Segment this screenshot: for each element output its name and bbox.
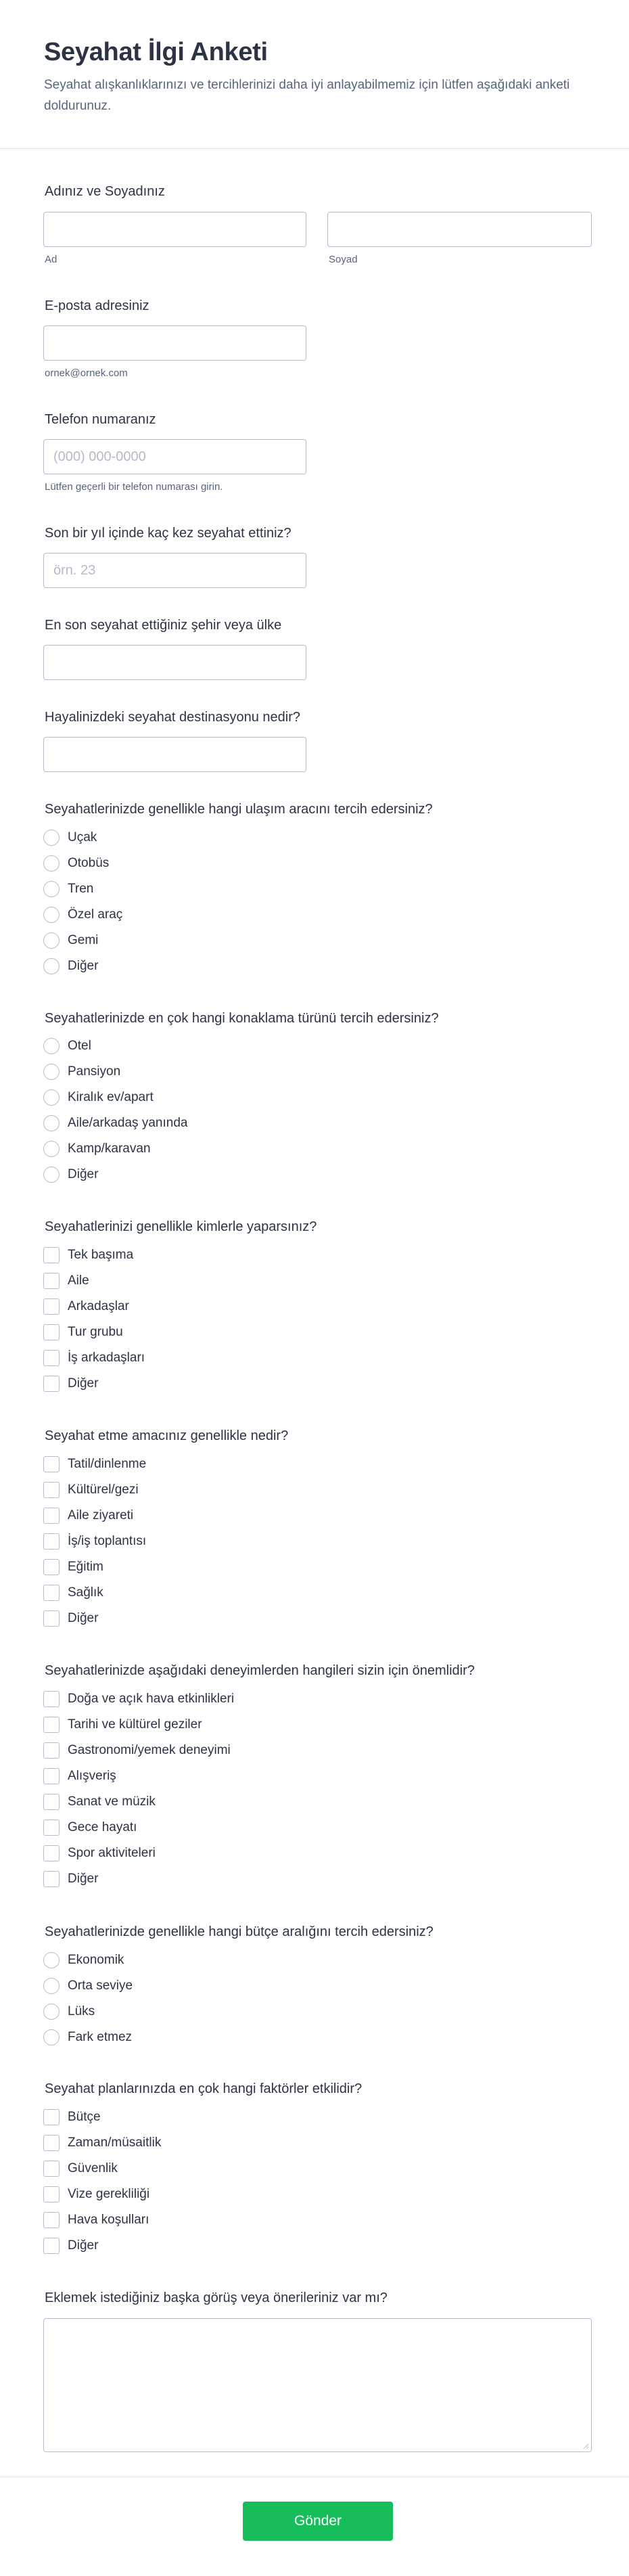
last-name-input[interactable] xyxy=(327,212,592,247)
companions-option[interactable] xyxy=(43,1374,145,1394)
lodging-options xyxy=(43,1036,187,1185)
budget-option[interactable] xyxy=(43,1976,133,1996)
radio-button[interactable] xyxy=(43,1064,60,1080)
trips-count-input[interactable]: örn. 23 xyxy=(43,553,306,588)
comments-label: Eklemek istediğiniz başka görüş veya önerileriniz var mı? xyxy=(45,2290,388,2305)
checkbox[interactable] xyxy=(43,1768,60,1784)
radio-button[interactable] xyxy=(43,958,60,974)
checkbox[interactable] xyxy=(43,1298,60,1315)
phone-label: Telefon numaranız xyxy=(45,412,156,427)
purpose-options xyxy=(43,1454,146,1629)
factors-option[interactable] xyxy=(43,2133,161,2153)
companions-option[interactable] xyxy=(43,1348,145,1368)
name-label: Adınız ve Soyadınız xyxy=(45,184,165,199)
checkbox[interactable] xyxy=(43,1273,60,1289)
option-label: Diğer xyxy=(68,1872,99,1886)
transport-option[interactable] xyxy=(43,930,122,951)
experiences-option[interactable] xyxy=(43,1689,234,1709)
comments-textarea[interactable] xyxy=(43,2318,592,2452)
first-name-input[interactable] xyxy=(43,212,306,247)
radio-button[interactable] xyxy=(43,1115,60,1131)
companions-option[interactable] xyxy=(43,1322,145,1342)
purpose-option[interactable] xyxy=(43,1454,146,1474)
dream-destination-input[interactable] xyxy=(43,737,306,772)
checkbox[interactable] xyxy=(43,1742,60,1759)
option-label: Aile/arkadaş yanında xyxy=(68,1116,188,1130)
radio-button[interactable] xyxy=(43,2029,60,2046)
option-label: Diğer xyxy=(68,959,99,973)
radio-button[interactable] xyxy=(43,855,60,872)
option-label: Tarihi ve kültürel geziler xyxy=(68,1717,202,1732)
factors-option[interactable] xyxy=(43,2107,161,2127)
option-label: Diğer xyxy=(68,2238,99,2253)
option-label: İş/iş toplantısı xyxy=(68,1534,147,1548)
experiences-option[interactable] xyxy=(43,1740,234,1761)
option-label: Kiralık ev/apart xyxy=(68,1090,154,1104)
budget-option[interactable] xyxy=(43,1950,133,1970)
checkbox[interactable] xyxy=(43,1533,60,1550)
option-label: Orta seviye xyxy=(68,1979,133,1993)
checkbox[interactable] xyxy=(43,1376,60,1392)
experiences-label: Seyahatlerinizde aşağıdaki deneyimlerden hangileri sizin için önemlidir? xyxy=(45,1663,475,1678)
budget-option[interactable] xyxy=(43,2002,133,2022)
lodging-option[interactable] xyxy=(43,1165,187,1185)
radio-button[interactable] xyxy=(43,830,60,846)
factors-options xyxy=(43,2107,161,2256)
option-label: Zaman/müsaitlik xyxy=(68,2136,162,2150)
experiences-option[interactable] xyxy=(43,1817,234,1838)
option-label: Gastronomi/yemek deneyimi xyxy=(68,1743,231,1757)
checkbox[interactable] xyxy=(43,1845,60,1861)
lodging-option[interactable] xyxy=(43,1113,187,1133)
companions-options xyxy=(43,1245,145,1394)
radio-button[interactable] xyxy=(43,1089,60,1106)
factors-option[interactable] xyxy=(43,2184,161,2205)
option-label: Diğer xyxy=(68,1376,99,1391)
experiences-option[interactable] xyxy=(43,1843,234,1863)
phone-input[interactable]: (000) 000-0000 xyxy=(43,439,306,474)
option-label: Tek başıma xyxy=(68,1248,134,1262)
radio-button[interactable] xyxy=(43,1167,60,1183)
option-label: Pansiyon xyxy=(68,1064,121,1079)
checkbox[interactable] xyxy=(43,1508,60,1524)
option-label: Gece hayatı xyxy=(68,1820,137,1834)
option-label: Diğer xyxy=(68,1611,99,1625)
budget-option[interactable] xyxy=(43,2027,133,2048)
option-label: Hava koşulları xyxy=(68,2213,149,2227)
checkbox[interactable] xyxy=(43,1717,60,1733)
checkbox[interactable] xyxy=(43,1871,60,1887)
dream-destination-label: Hayalinizdeki seyahat destinasyonu nedir? xyxy=(45,710,301,725)
purpose-label: Seyahat etme amacınız genellikle nedir? xyxy=(45,1428,289,1443)
companions-option[interactable] xyxy=(43,1271,145,1291)
transport-option[interactable] xyxy=(43,879,122,899)
radio-button[interactable] xyxy=(43,907,60,923)
lodging-option[interactable] xyxy=(43,1087,187,1108)
transport-option[interactable] xyxy=(43,828,122,848)
factors-option[interactable] xyxy=(43,2236,161,2256)
factors-option[interactable] xyxy=(43,2210,161,2230)
checkbox[interactable] xyxy=(43,1585,60,1601)
option-label: Vize gerekliliği xyxy=(68,2187,150,2201)
checkbox[interactable] xyxy=(43,2238,60,2254)
checkbox[interactable] xyxy=(43,1482,60,1498)
option-label: Lüks xyxy=(68,2004,95,2018)
transport-option[interactable] xyxy=(43,956,122,976)
purpose-option[interactable] xyxy=(43,1608,146,1629)
email-label: E-posta adresiniz xyxy=(45,298,149,313)
option-label: Doğa ve açık hava etkinlikleri xyxy=(68,1692,235,1706)
option-label: Gemi xyxy=(68,933,99,947)
companions-label: Seyahatlerinizi genellikle kimlerle yaparsınız? xyxy=(45,1219,317,1234)
form-header xyxy=(0,0,629,149)
option-label: Tren xyxy=(68,882,94,896)
option-label: Kültürel/gezi xyxy=(68,1483,139,1497)
option-label: Diğer xyxy=(68,1167,99,1181)
form-subtitle: Seyahat alışkanlıklarınızı ve tercihlerinizi daha iyi anlayabilmemiz için lütfen aşağıdaki anketi doldurunuz. xyxy=(44,78,570,113)
companions-option[interactable] xyxy=(43,1245,145,1265)
purpose-option[interactable] xyxy=(43,1531,146,1552)
factors-label: Seyahat planlarınızda en çok hangi faktörler etkilidir? xyxy=(45,2081,363,2096)
radio-button[interactable] xyxy=(43,2004,60,2020)
experiences-option[interactable] xyxy=(43,1715,234,1735)
option-label: Spor aktiviteleri xyxy=(68,1846,156,1860)
option-label: Sağlık xyxy=(68,1585,103,1600)
option-label: Sanat ve müzik xyxy=(68,1794,156,1809)
budget-label: Seyahatlerinizde genellikle hangi bütçe aralığını tercih edersiniz? xyxy=(45,1924,434,1939)
option-label: Otobüs xyxy=(68,856,110,870)
purpose-option[interactable] xyxy=(43,1506,146,1526)
factors-option[interactable] xyxy=(43,2159,161,2179)
first-name-sublabel: Ad xyxy=(45,254,57,265)
purpose-option[interactable] xyxy=(43,1480,146,1500)
last-name-sublabel: Soyad xyxy=(329,254,358,265)
checkbox[interactable] xyxy=(43,1324,60,1340)
purpose-option[interactable] xyxy=(43,1583,146,1603)
checkbox[interactable] xyxy=(43,2161,60,2177)
transport-option[interactable] xyxy=(43,853,122,874)
checkbox[interactable] xyxy=(43,1350,60,1366)
option-label: Bütçe xyxy=(68,2110,101,2124)
checkbox[interactable] xyxy=(43,1456,60,1472)
checkbox[interactable] xyxy=(43,1559,60,1575)
email-sublabel: ornek@ornek.com xyxy=(45,367,128,379)
option-label: Alışveriş xyxy=(68,1769,116,1783)
option-label: İş arkadaşları xyxy=(68,1351,145,1365)
option-label: Aile ziyareti xyxy=(68,1508,134,1522)
option-label: Güvenlik xyxy=(68,2161,118,2175)
email-input[interactable] xyxy=(43,325,306,361)
last-place-label: En son seyahat ettiğiniz şehir veya ülke xyxy=(45,618,282,633)
option-label: Uçak xyxy=(68,830,97,844)
form-title: Seyahat İlgi Anketi xyxy=(44,38,268,66)
last-place-input[interactable] xyxy=(43,645,306,680)
option-label: Tatil/dinlenme xyxy=(68,1457,147,1471)
checkbox[interactable] xyxy=(43,1691,60,1707)
lodging-option[interactable] xyxy=(43,1139,187,1159)
experiences-option[interactable] xyxy=(43,1869,234,1889)
experiences-option[interactable] xyxy=(43,1792,234,1812)
transport-label: Seyahatlerinizde genellikle hangi ulaşım aracını tercih edersiniz? xyxy=(45,802,433,817)
checkbox[interactable] xyxy=(43,2186,60,2202)
option-label: Aile xyxy=(68,1273,89,1288)
option-label: Fark etmez xyxy=(68,2030,133,2044)
checkbox[interactable] xyxy=(43,1610,60,1627)
resize-grip-icon[interactable] xyxy=(582,2443,589,2449)
radio-button[interactable] xyxy=(43,1978,60,1994)
checkbox[interactable] xyxy=(43,1820,60,1836)
purpose-option[interactable] xyxy=(43,1557,146,1577)
checkbox[interactable] xyxy=(43,2135,60,2151)
option-label: Ekonomik xyxy=(68,1953,124,1967)
radio-button[interactable] xyxy=(43,881,60,897)
checkbox[interactable] xyxy=(43,2212,60,2228)
option-label: Eğitim xyxy=(68,1560,103,1574)
phone-sublabel: Lütfen geçerli bir telefon numarası girin. xyxy=(45,481,223,493)
companions-option[interactable] xyxy=(43,1296,145,1317)
lodging-option[interactable] xyxy=(43,1062,187,1082)
option-label: Arkadaşlar xyxy=(68,1299,129,1313)
option-label: Özel araç xyxy=(68,907,123,922)
experiences-options xyxy=(43,1689,234,1889)
trips-label: Son bir yıl içinde kaç kez seyahat ettiniz? xyxy=(45,526,292,541)
submit-button[interactable]: Gönder xyxy=(243,2502,393,2541)
option-label: Tur grubu xyxy=(68,1325,123,1339)
radio-button[interactable] xyxy=(43,1038,60,1054)
experiences-option[interactable] xyxy=(43,1766,234,1786)
checkbox[interactable] xyxy=(43,1247,60,1263)
option-label: Otel xyxy=(68,1039,91,1053)
radio-button[interactable] xyxy=(43,932,60,949)
lodging-option[interactable] xyxy=(43,1036,187,1056)
transport-options xyxy=(43,828,122,976)
transport-option[interactable] xyxy=(43,905,122,925)
radio-button[interactable] xyxy=(43,1952,60,1968)
radio-button[interactable] xyxy=(43,1141,60,1157)
lodging-label: Seyahatlerinizde en çok hangi konaklama türünü tercih edersiniz? xyxy=(45,1011,439,1026)
checkbox[interactable] xyxy=(43,2109,60,2125)
option-label: Kamp/karavan xyxy=(68,1142,151,1156)
budget-options xyxy=(43,1950,133,2048)
checkbox[interactable] xyxy=(43,1794,60,1810)
